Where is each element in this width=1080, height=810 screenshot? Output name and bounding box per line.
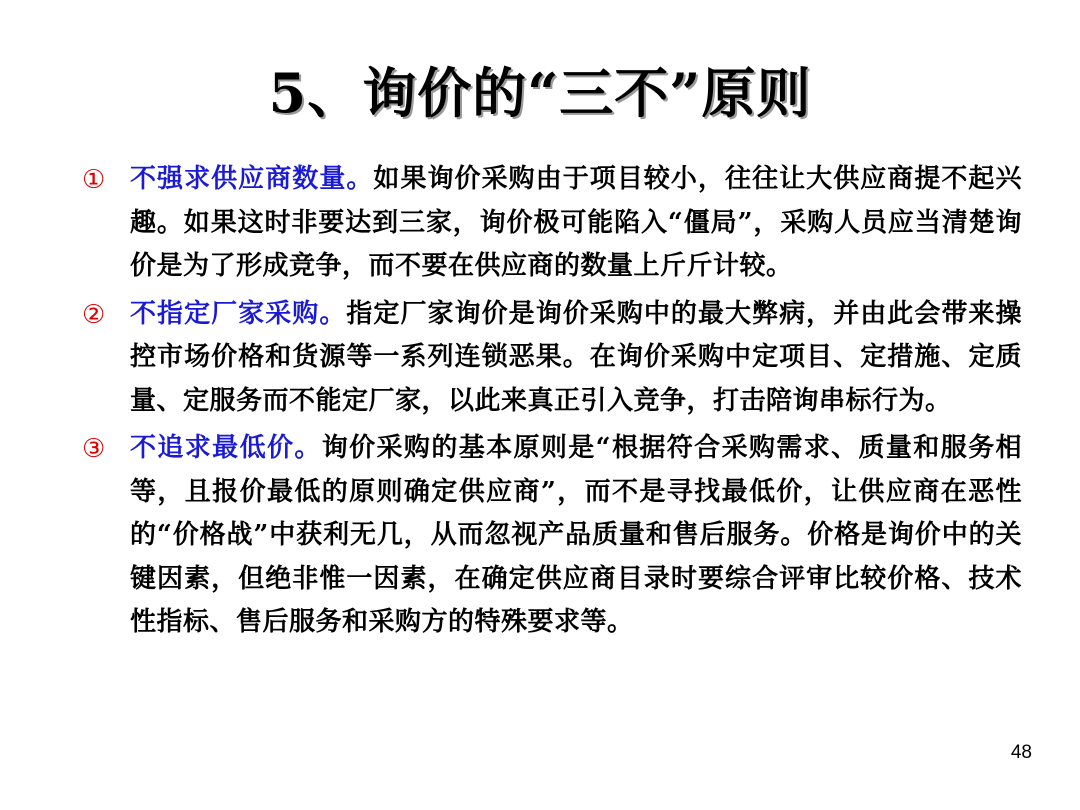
- principle-item-1: [82, 158, 1022, 289]
- principle-item-2: [82, 293, 1022, 424]
- item-text: [130, 293, 1022, 424]
- item-marker: ③: [82, 434, 106, 464]
- page-number: 48: [1010, 742, 1032, 763]
- principle-list: [82, 158, 1022, 649]
- item-marker: ②: [82, 299, 106, 330]
- slide-title: 5、询价的“三不”原则: [268, 61, 812, 125]
- item-marker: ①: [82, 165, 106, 195]
- item-body: 询价采购的基本原则是“根据符合采购需求、质量和服务相等，且报价最低的原则确定供应商”，而不是寻找最低价，让供应商在恶性的“价格战”中获利无几，从而忽视产品质量和售后服务。价格是询价中的关键因素，但绝非惟一因素，在确定供应商目录时要综合评审比较价格、技术性指标、售后服务和采购方的特殊要求等。: [130, 433, 1022, 637]
- item-lead: 不指定厂家采购。: [130, 298, 347, 329]
- item-text: [130, 427, 1022, 645]
- principle-item-3: [82, 427, 1022, 645]
- item-lead: 不强求供应商数量。: [130, 164, 374, 194]
- item-body: 指定厂家询价是询价采购中的最大弊病，并由此会带来操控市场价格和货源等一系列连锁恶果。在询价采购中定项目、定措施、定质量、定服务而不能定厂家，以此来真正引入竞争，打击陪询串标行为。: [130, 298, 1022, 416]
- item-text: [130, 158, 1022, 289]
- item-lead: 不追求最低价。: [130, 433, 322, 463]
- item-body: 如果询价采购由于项目较小，往往让大供应商提不起兴趣。如果这时非要达到三家，询价极可能陷入“僵局”，采购人员应当清楚询价是为了形成竞争，而不要在供应商的数量上斤斤计较。: [130, 164, 1022, 281]
